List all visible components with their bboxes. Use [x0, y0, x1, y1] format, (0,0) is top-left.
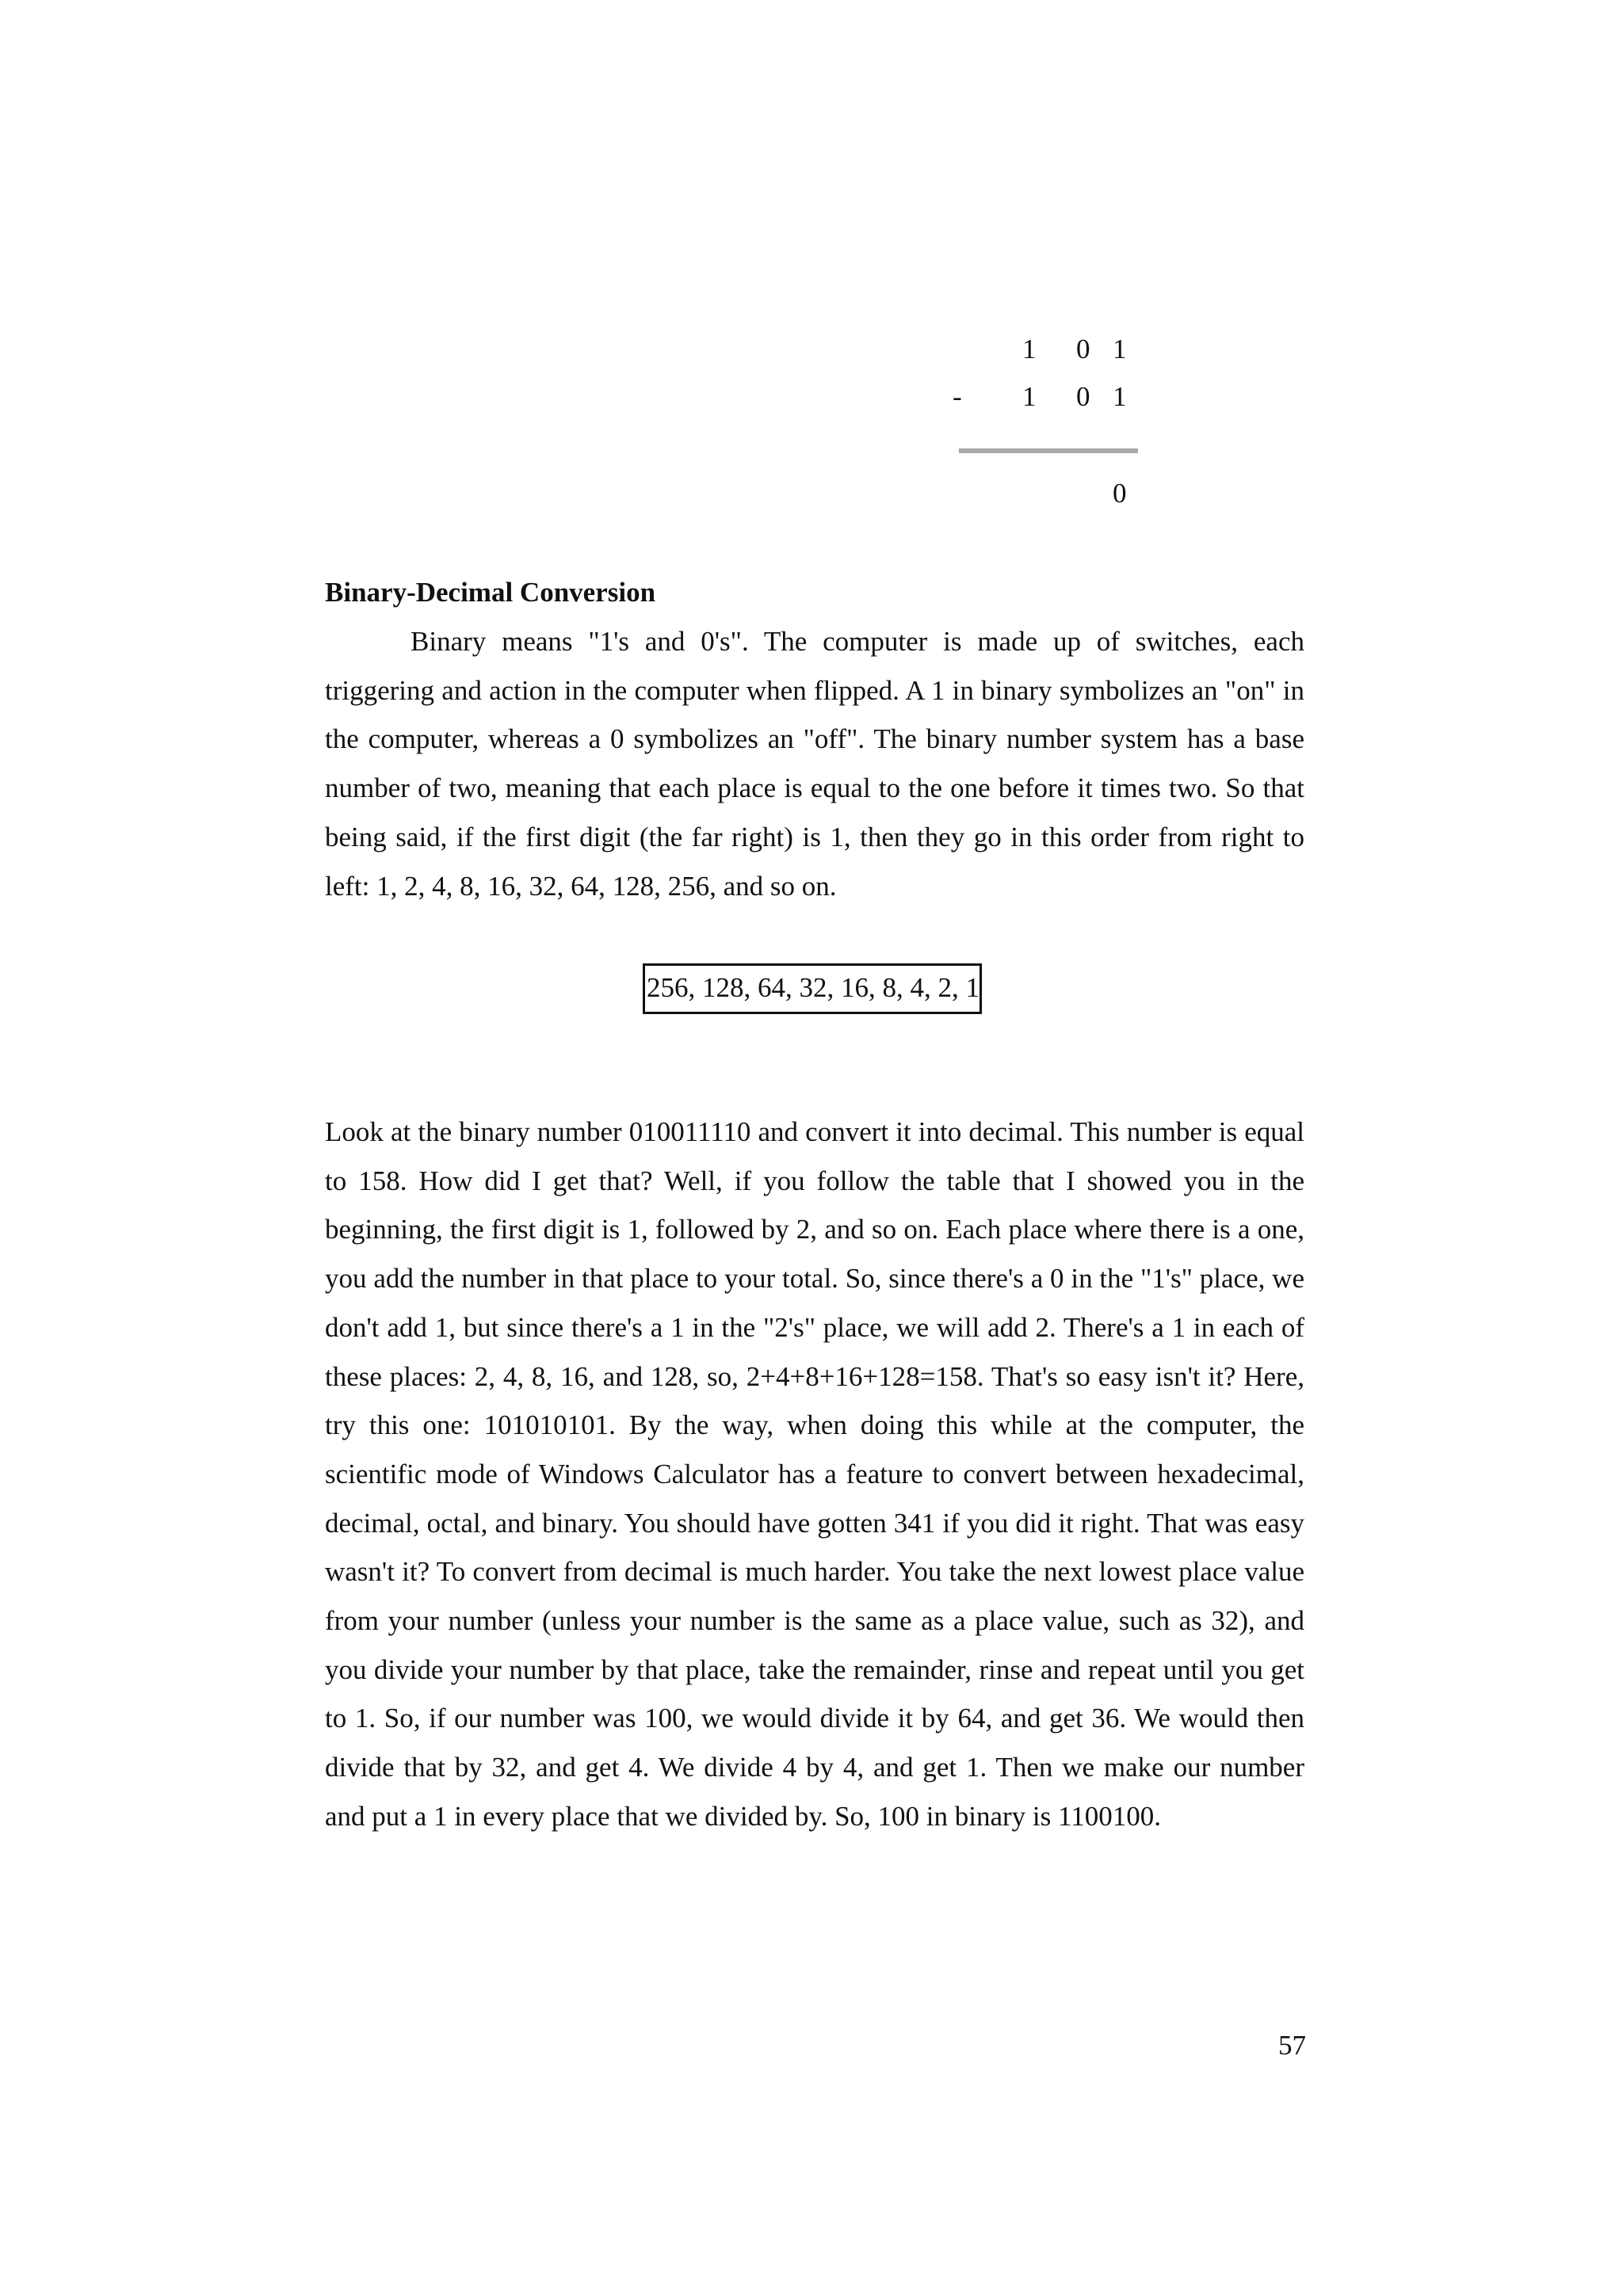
section-heading: Binary-Decimal Conversion	[325, 577, 656, 608]
subtrahend-digit: 1	[1113, 381, 1127, 412]
intro-paragraph	[325, 617, 1304, 910]
subtrahend-digit: 0	[1076, 381, 1090, 412]
subtraction-result: 0	[1113, 478, 1127, 509]
subtrahend-digit: 1	[1022, 381, 1037, 412]
conversion-paragraph	[325, 1108, 1304, 1841]
intro-paragraph-text: Binary means "1's and 0's". The computer is made up of switches, each triggering and action in the computer when flipped. A 1 in binary symbolizes an "on" in the computer, whereas a 0 symbolizes an "off". The binary number system has a base number of two, meaning that each place is equal to the one before it times two. So that being said, if the first digit (the far right) is 1, then they go in this order from right to left: 1, 2, 4, 8, 16, 32, 64, 128, 256, and so on.	[325, 626, 1304, 902]
place-values-text: 256, 128, 64, 32, 16, 8, 4, 2, 1	[647, 972, 980, 1003]
subtraction-result-row	[943, 470, 1149, 517]
subtraction-minuend-row	[943, 326, 1149, 373]
minuend-digit: 0	[1076, 334, 1090, 364]
conversion-paragraph-text: Look at the binary number 010011110 and convert it into decimal. This number is equal to 158. How did I get that? Well, if you follow the table that I showed you in the beginning, the first digit is 1, followed by 2, and so on. Each place where there is a one, you add the number in that place to your total. So, since there's a 0 in the "1's" place, we don't add 1, but since there's a 1 in the "2's" place, we will add 2. There's a 1 in each of these places: 2, 4, 8, 16, and 128, so, 2+4+8+16+128=158. That's so easy isn't it? Here, try this one: 101010101. By the way, when doing this while at the computer, the scientific mode of Windows Calculator has a feature to convert between hexadecimal, decimal, octal, and binary. You should have gotten 341 if you did it right. That was easy wasn't it? To convert from decimal is much harder. You take the next lowest place value from your number (unless your number is the same as a place value, such as 32), and you divide your number by that place, take the remainder, rinse and repeat until you get to 1. So, if our number was 100, we would divide it by 64, and get 36. We would then divide that by 32, and get 4. We divide 4 by 4, and get 1. Then we make our number and put a 1 in every place that we divided by. So, 100 in binary is 1100100.	[325, 1116, 1304, 1832]
subtraction-rule-line	[959, 448, 1138, 453]
page-number: 57	[1278, 2030, 1306, 2061]
minuend-digit: 1	[1113, 334, 1127, 364]
subtraction-subtrahend-row	[943, 373, 1149, 421]
minuend-digit: 1	[1022, 334, 1037, 364]
place-values-box	[643, 963, 982, 1014]
minus-sign: -	[953, 381, 962, 412]
